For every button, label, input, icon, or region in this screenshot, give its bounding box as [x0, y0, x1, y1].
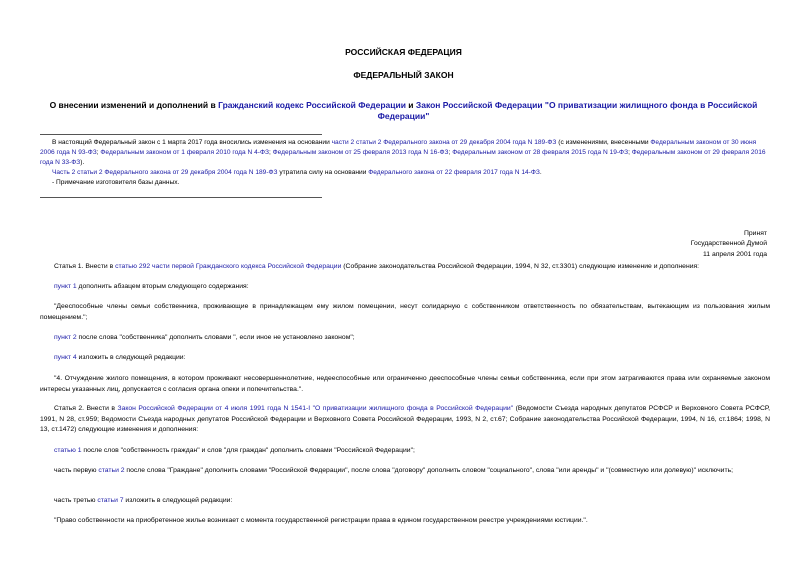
note-bottom-divider — [40, 197, 322, 198]
note-link-33fz[interactable]: Федеральным законом от 29 февраля 2016 года N 33-ФЗ — [40, 149, 766, 166]
quote-text: "Дееспособные члены семьи собственника, проживающие в принадлежащем ему жилом помещении, несут солидарную с собственником ответственность по обязательствам, вытекающим из пользования жилым помещением."; — [40, 303, 770, 321]
body-text: после слова "Граждане" дополнить словами "Российской Федерации", после слова "договору" дополнить словом "социального", слова "или аренды" и "(совместную или долевую)" исключить; — [124, 467, 734, 474]
note-link-19fz[interactable]: Федеральным законом от 28 февраля 2015 года N 19-ФЗ — [452, 149, 629, 156]
note-link-189fz[interactable]: части 2 статьи 2 Федерального закона от 29 декабря 2004 года N 189-ФЗ — [331, 139, 557, 146]
punkt-1-paragraph — [40, 282, 770, 293]
note-text: ; — [448, 149, 453, 156]
punkt-2-link[interactable]: пункт 2 — [54, 334, 77, 341]
quote-text: "4. Отчуждение жилого помещения, в котором проживают несовершеннолетние, недееспособные или ограниченно дееспособные члены семьи собственника, если при этом затрагиваются права или охраняемые законом интересы указанных лиц, допускается с согласия органа опеки и попечительства.". — [40, 375, 770, 393]
body-text: дополнить абзацем вторым следующего содержания: — [76, 283, 249, 290]
chast-3-paragraph — [40, 496, 770, 507]
statya-2-link[interactable]: статьи 2 — [98, 467, 125, 474]
body-text: после слова "собственника" дополнить словами ", если иное не установлено законом"; — [76, 334, 355, 341]
note-text: (с изменениями, внесенными — [556, 139, 651, 146]
note-text: ). — [80, 159, 85, 166]
body-text: часть третью — [54, 497, 98, 504]
body-text: часть первую — [54, 467, 99, 474]
note-text: утратила силу на основании — [277, 169, 369, 176]
body-text: изложить в следующей редакции: — [123, 497, 233, 504]
statya-1-link[interactable]: статью 1 — [54, 447, 82, 454]
quote-1 — [40, 302, 770, 323]
statya-7-link[interactable]: статьи 7 — [97, 497, 124, 504]
article-292-link[interactable]: статью 292 части первой Гражданского кодекса Российской Федерации — [115, 263, 342, 270]
note-link-93fz[interactable]: Федеральным законом от 30 июня 2006 года N 93-ФЗ — [40, 139, 757, 156]
statya-1-paragraph — [40, 446, 770, 457]
body-text: Статья 1. Внести в — [54, 263, 116, 270]
body-text: Статья 2. Внести в — [54, 405, 118, 412]
law-1541-link[interactable]: Закон Российской Федерации от 4 июля 1991 года N 1541-I "О приватизации жилищного фонда в Российской Федерации" — [117, 405, 514, 412]
article-1-intro — [40, 262, 770, 273]
note-link-part2-189fz[interactable]: Часть 2 статьи 2 Федерального закона от 29 декабря 2004 года N 189-ФЗ — [52, 169, 278, 176]
note-paragraph-1 — [40, 138, 770, 168]
chast-1-paragraph — [40, 466, 770, 477]
body-text: изложить в следующей редакции: — [76, 354, 186, 361]
privatization-law-link[interactable]: Закон Российской Федерации "О приватизации жилищного фонда в Российской Федерации" — [377, 100, 758, 121]
note-paragraph-2 — [40, 168, 770, 178]
body-text: после слов "собственность граждан" и слов "для граждан" дополнить словами "Российской Федерации"; — [81, 447, 415, 454]
title-prefix: О внесении изменений и дополнений в — [49, 100, 219, 110]
article-2-intro — [40, 404, 770, 436]
note-text: ; — [628, 149, 632, 156]
note-text: В настоящий Федеральный закон с 1 марта 2017 года вносились изменения на основании — [52, 139, 332, 146]
accepted-date: 11 апреля 2001 года — [703, 250, 767, 258]
accepted-block — [691, 229, 767, 260]
civil-code-link[interactable]: Гражданский кодекс Российской Федерации — [218, 100, 406, 110]
quote-text: "Право собственности на приобретенное жилье возникает с момента государственной регистрации права в едином государственном реестре учреждениями юстиции.". — [54, 517, 588, 524]
note-link-4fz[interactable]: Федеральным законом от 1 февраля 2010 года N 4-ФЗ — [100, 149, 269, 156]
punkt-4-paragraph — [40, 353, 770, 364]
quote-2 — [40, 374, 770, 395]
country-heading: РОССИЙСКАЯ ФЕДЕРАЦИЯ — [345, 47, 462, 57]
note-text: ; — [96, 149, 101, 156]
punkt-4-link[interactable]: пункт 4 — [54, 354, 77, 361]
note-link-14fz[interactable]: Федерального закона от 22 февраля 2017 года N 14-ФЗ — [368, 169, 540, 176]
quote-3 — [40, 516, 770, 527]
note-top-divider — [40, 134, 322, 135]
note-text: ; — [268, 149, 273, 156]
accepted-line-1: Принят — [743, 230, 767, 237]
punkt-1-link[interactable]: пункт 1 — [54, 283, 77, 290]
note-link-16fz[interactable]: Федеральным законом от 25 февраля 2013 года N 16-ФЗ — [272, 149, 449, 156]
editorial-note — [40, 138, 770, 188]
body-text: (Собрание законодательства Российской Федерации, 1994, N 32, ст.3301) следующие изменение и дополнения: — [341, 263, 700, 270]
body-text: (Ведомости Съезда народных депутатов РСФСР и Верховного Совета РСФСР, 1991, N 28, ст.959; Ведомости Съезда народных депутатов Российской Федерации и Верховного Совета Российской Федерации, 1993, N 2, ст.67; Собрание законодательства Российской Федерации, 1994, N 16, ст.1864; 1998, N 13, ст.1472) следующие изменения и дополнения: — [40, 405, 770, 434]
law-title — [40, 100, 767, 122]
doc-type-heading: ФЕДЕРАЛЬНЫЙ ЗАКОН — [353, 70, 454, 80]
accepted-line-2: Государственной Думой — [690, 240, 767, 248]
note-text: . — [539, 169, 542, 176]
punkt-2-paragraph — [40, 333, 770, 344]
title-mid: и — [405, 100, 416, 110]
note-paragraph-3: - Примечание изготовителя базы данных. — [52, 179, 180, 186]
